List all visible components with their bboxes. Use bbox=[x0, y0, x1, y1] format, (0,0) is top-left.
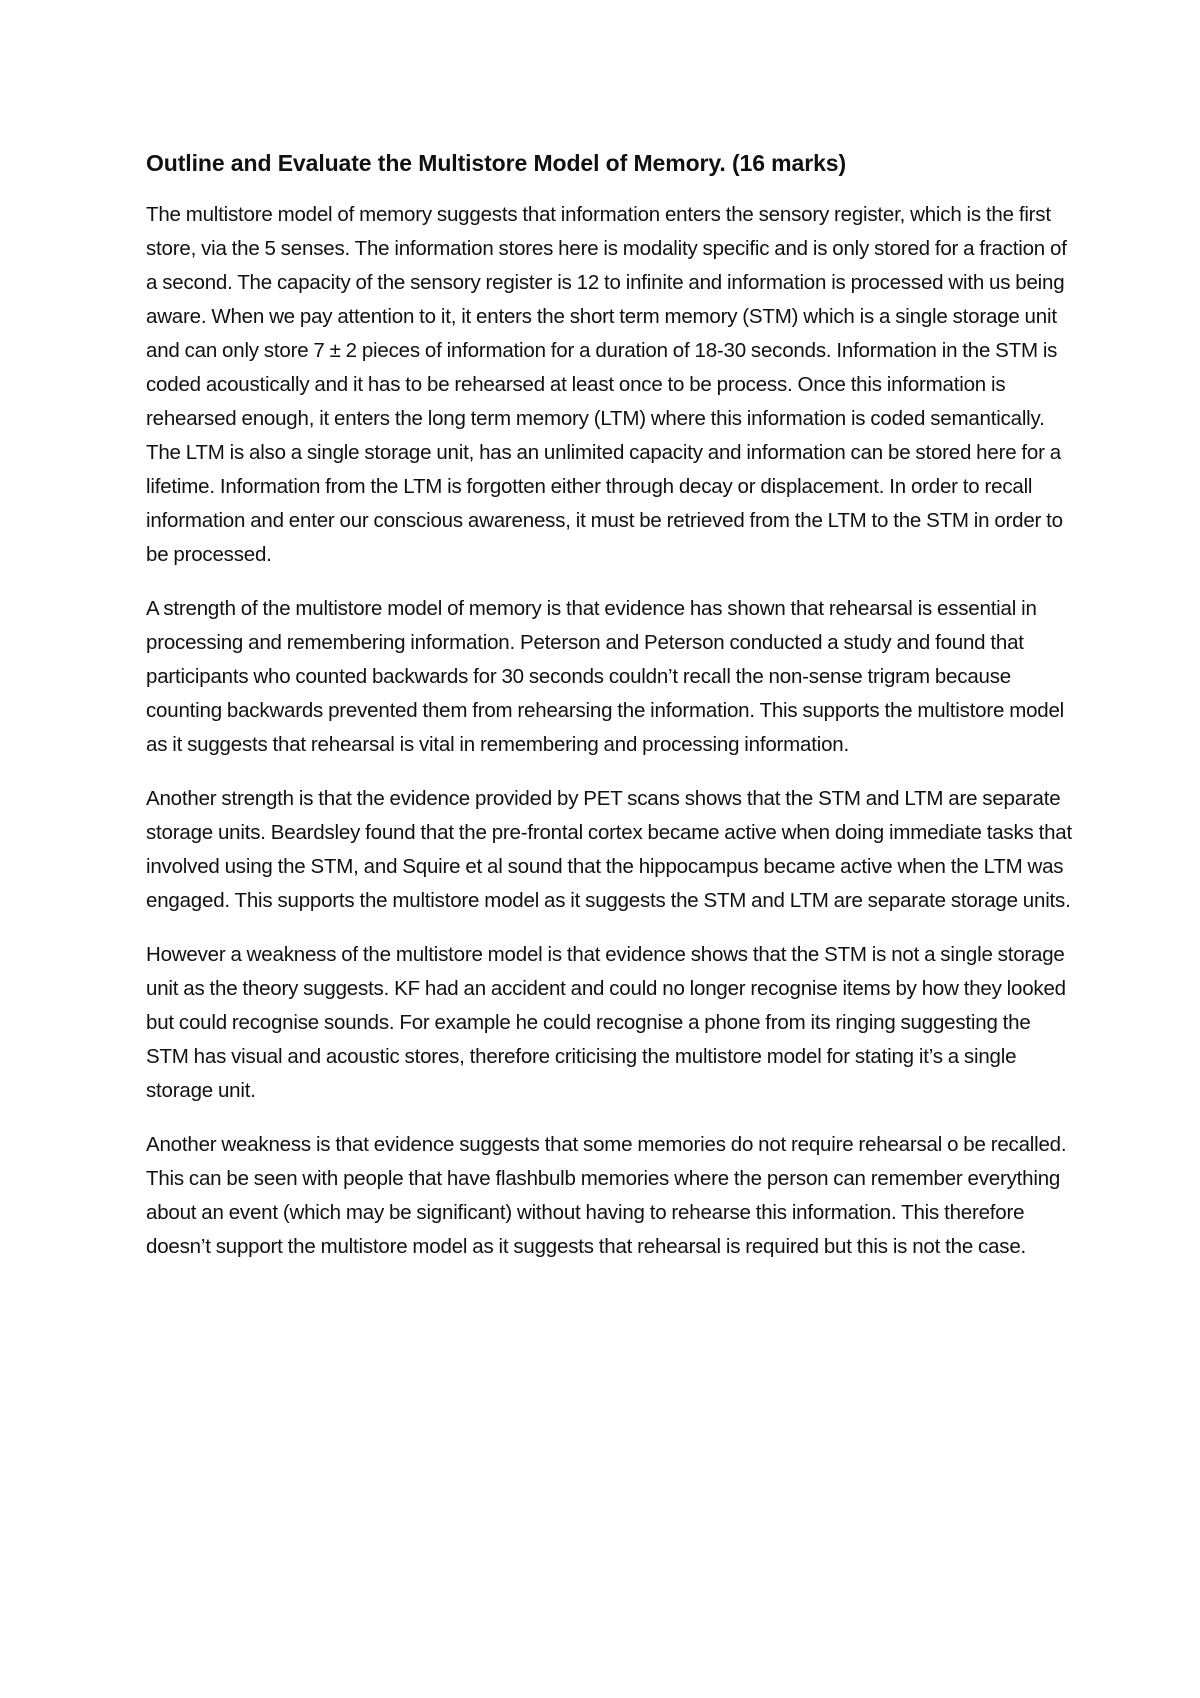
paragraph-weakness-flashbulb: Another weakness is that evidence suggests that some memories do not require rehearsal o be recalled. This can be seen with people that have flashbulb memories where the person can remember everything about an event (which may be significant) without having to rehearse this information. This therefore doesn’t support the multistore model as it suggests that rehearsal is required but this is not the case. bbox=[146, 1133, 1067, 1258]
paragraph-overview: The multistore model of memory suggests that information enters the sensory register, which is the first store, via the 5 senses. The information stores here is modality specific and is only stored for a fraction of a second. The capacity of the sensory register is 12 to infinite and information is processed with us being aware. When we pay attention to it, it enters the short term memory (STM) which is a single storage unit and can only store 7 ± 2 pieces of information for a duration of 18-30 seconds. Information in the STM is coded acoustically and it has to be rehearsed at least once to be process. Once this information is rehearsed enough, it enters the long term memory (LTM) where this information is coded semantically. The LTM is also a single storage unit, has an unlimited capacity and information can be stored here for a lifetime. Information from the LTM is forgotten either through decay or displacement. In order to recall information and enter our conscious awareness, it must be retrieved from the LTM to the STM in order to be processed. bbox=[146, 203, 1067, 566]
paragraph-strength-rehearsal: A strength of the multistore model of memory is that evidence has shown that rehearsal is essential in processing and remembering information. Peterson and Peterson conducted a study and found that participants who counted backwards for 30 seconds couldn’t recall the non-sense trigram because counting backwards prevented them from rehearsing the information. This supports the multistore model as it suggests that rehearsal is vital in remembering and processing information. bbox=[146, 597, 1065, 756]
document-title: Outline and Evaluate the Multistore Model of Memory. (16 marks) bbox=[146, 150, 847, 176]
paragraph-strength-pet-scans: Another strength is that the evidence provided by PET scans shows that the STM and LTM are separate storage units. Beardsley found that the pre-frontal cortex became active when doing immediate tasks that involved using the STM, and Squire et al sound that the hippocampus became active when the LTM was engaged. This supports the multistore model as it suggests the STM and LTM are separate storage units. bbox=[146, 787, 1072, 912]
document-body bbox=[146, 148, 1076, 1284]
paragraph-weakness-stm: However a weakness of the multistore model is that evidence shows that the STM is not a single storage unit as the theory suggests. KF had an accident and could no longer recognise items by how they looked but could recognise sounds. For example he could recognise a phone from its ringing suggesting the STM has visual and acoustic stores, therefore criticising the multistore model for stating it’s a single storage unit. bbox=[146, 943, 1066, 1102]
